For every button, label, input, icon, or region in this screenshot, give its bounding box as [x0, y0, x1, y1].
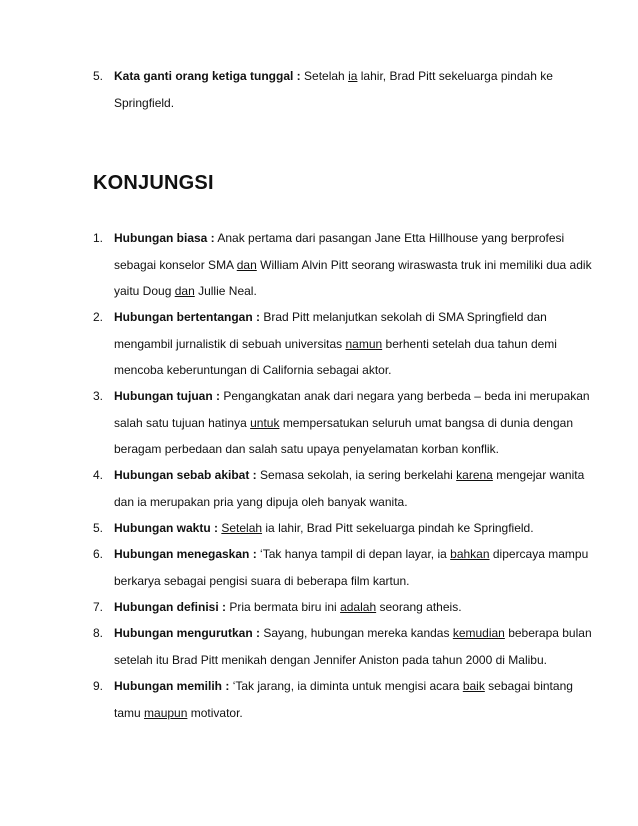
text-middle: sebagai bintang tamu [114, 679, 573, 720]
text-after: beberapa bulan setelah itu Brad Pitt menikah dengan Jennifer Aniston pada tahun 2000 di Malibu. [114, 626, 592, 667]
text-after: motivator. [190, 705, 243, 720]
conjunction-item-8 [93, 620, 593, 673]
text-after: ia lahir, Brad Pitt sekeluarga pindah ke Springfield. [265, 521, 534, 535]
list-item-text [114, 383, 593, 463]
item-label: Kata ganti orang ketiga tunggal : [114, 69, 301, 83]
list-number: 6. [93, 547, 104, 561]
list-item-text [114, 541, 593, 594]
list-item-text [114, 594, 593, 621]
text-before: ‘Tak jarang, ia diminta untuk mengisi acara [232, 679, 460, 693]
item-label: Hubungan memilih : [114, 679, 230, 693]
underlined-word: baik [462, 679, 485, 693]
list-item-text [114, 304, 593, 384]
text-before: Pengangkatan anak dari negara yang berbeda – beda ini merupakan salah satu tujuan hatinya [114, 389, 590, 430]
list-item-text [114, 673, 593, 726]
text-before: ‘Tak hanya tampil di depan layar, ia [260, 547, 447, 561]
item-label: Hubungan definisi : [114, 600, 226, 614]
text-after: berhenti setelah dua tahun demi mencoba keberuntungan di California sebagai aktor. [114, 336, 557, 377]
item-label: Hubungan menegaskan : [114, 547, 257, 561]
list-number: 5. [93, 521, 104, 535]
list-item-text [114, 620, 593, 673]
item-label: Hubungan sebab akibat : [114, 468, 257, 482]
text-after: lahir, Brad Pitt sekeluarga pindah ke Springfield. [114, 69, 553, 110]
conjunction-item-1 [93, 225, 593, 305]
list-item-text [114, 515, 593, 542]
conjunction-item-4 [93, 462, 593, 515]
underlined-word: bahkan [450, 547, 490, 561]
text-before: Setelah [304, 69, 345, 83]
list-item-text [114, 63, 593, 116]
pronoun-list-item [93, 63, 593, 116]
underlined-word: untuk [250, 415, 280, 430]
list-number: 1. [93, 231, 104, 245]
text-middle: William Alvin Pitt seorang wiraswasta truk ini memiliki dua adik yaitu Doug [114, 257, 592, 298]
section-heading: KONJUNGSI [93, 172, 214, 194]
list-number: 4. [93, 468, 104, 482]
item-label: Hubungan waktu : [114, 521, 218, 535]
text-before: Pria bermata biru ini [229, 600, 337, 614]
conjunction-item-3 [93, 383, 593, 463]
text-before: Brad Pitt melanjutkan sekolah di SMA Springfield dan mengambil jurnalistik di sebuah universitas [114, 310, 547, 351]
list-number: 3. [93, 389, 104, 403]
conjunction-item-6 [93, 541, 593, 594]
text-after: Jullie Neal. [198, 284, 257, 298]
underlined-word: Setelah [221, 521, 263, 535]
list-number: 5. [93, 69, 104, 83]
text-after: seorang atheis. [379, 600, 462, 614]
item-label: Hubungan biasa : [114, 231, 215, 245]
underlined-word: karena [456, 468, 493, 482]
conjunction-item-9 [93, 673, 593, 726]
item-label: Hubungan bertentangan : [114, 310, 260, 324]
underlined-word: dan [236, 257, 257, 272]
list-item-text [114, 225, 593, 305]
text-before: Semasa sekolah, ia sering berkelahi [260, 468, 453, 482]
underlined-word: namun [345, 336, 383, 351]
conjunction-item-2 [93, 304, 593, 384]
conjunction-item-5 [93, 515, 593, 542]
list-item-text [114, 462, 593, 515]
underlined-word: maupun [144, 705, 188, 720]
item-label: Hubungan mengurutkan : [114, 626, 260, 640]
text-after: mengejar wanita dan ia merupakan pria yang dipuja oleh banyak wanita. [114, 468, 585, 509]
list-number: 7. [93, 600, 104, 614]
list-number: 2. [93, 310, 104, 324]
underlined-word: dan [174, 284, 195, 298]
underlined-word: kemudian [452, 626, 505, 640]
text-after: mempersatukan seluruh umat bangsa di dunia dengan beragam perbedaan dan salah satu upaya penyelamatan korban konflik. [114, 415, 574, 456]
text-before: Sayang, hubungan mereka kandas [263, 626, 450, 640]
list-number: 9. [93, 679, 104, 693]
underlined-word: adalah [340, 600, 377, 614]
list-number: 8. [93, 626, 104, 640]
text-after: dipercaya mampu berkarya sebagai pengisi suara di beberapa film kartun. [114, 547, 589, 588]
conjunction-item-7 [93, 594, 593, 621]
item-label: Hubungan tujuan : [114, 389, 220, 403]
text-before: Anak pertama dari pasangan Jane Etta Hillhouse yang berprofesi sebagai konselor SMA [114, 231, 565, 272]
underlined-word: ia [348, 69, 358, 83]
